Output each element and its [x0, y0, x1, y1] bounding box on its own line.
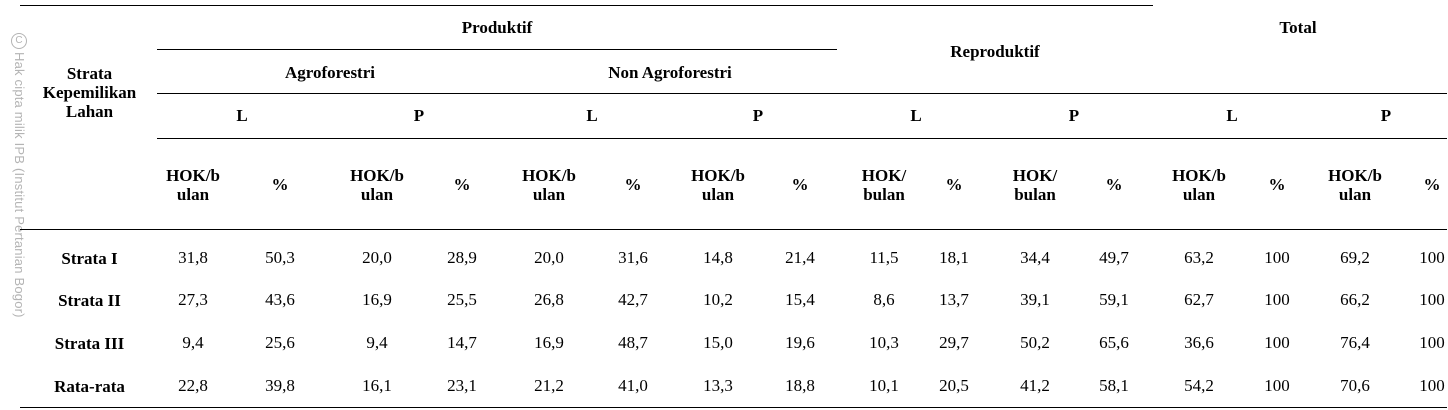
rule-produktif [157, 49, 837, 50]
rule-header-bottom [20, 229, 1447, 230]
table-cell: 21,4 [785, 248, 815, 267]
table-cell: 10,2 [703, 290, 733, 309]
copyright-icon: C [11, 33, 27, 49]
table-cell: 34,4 [1020, 248, 1050, 267]
header-unit-9 [916, 175, 992, 194]
table-cell: 15,0 [703, 333, 733, 352]
table-cell: 9,4 [366, 333, 388, 352]
table-cell: 29,7 [939, 333, 969, 352]
header-unit-12 [1161, 166, 1237, 204]
table-cell: 14,8 [703, 248, 733, 267]
header-non-agroforestri: Non Agroforestri [608, 63, 732, 82]
table-cell: 18,8 [785, 376, 815, 395]
row-label: Strata III [54, 334, 125, 353]
header-unit-11-line-0: % [1105, 175, 1123, 194]
header-sex-2: L [586, 106, 598, 125]
header-total: Total [1279, 18, 1317, 37]
table-cell: 16,1 [362, 376, 392, 395]
table-cell: 100 [1264, 333, 1290, 352]
table-cell: 66,2 [1340, 290, 1370, 309]
table-cell: 20,5 [939, 376, 969, 395]
header-unit-8 [846, 166, 922, 204]
table-cell: 100 [1264, 376, 1290, 395]
header-unit-2-line-1: ulan [360, 185, 394, 204]
header-unit-9-line-0: % [945, 175, 963, 194]
table-cell: 41,0 [618, 376, 648, 395]
table-cell: 10,3 [869, 333, 899, 352]
header-unit-6 [680, 166, 756, 204]
header-unit-0 [155, 166, 231, 204]
header-unit-8-line-1: bulan [863, 185, 905, 204]
table-cell: 21,2 [534, 376, 564, 395]
stub-header-line-1: Strata [66, 64, 113, 83]
header-produktif: Produktif [461, 18, 533, 37]
header-unit-2 [339, 166, 415, 204]
table-cell: 22,8 [178, 376, 208, 395]
stub-header [22, 64, 157, 121]
table-cell: 8,6 [873, 290, 895, 309]
header-sex-3: P [752, 106, 764, 125]
header-agroforestri: Agroforestri [284, 63, 375, 82]
table-cell: 14,7 [447, 333, 477, 352]
table-cell: 65,6 [1099, 333, 1129, 352]
header-unit-6-line-1: ulan [701, 185, 735, 204]
table-cell: 48,7 [618, 333, 648, 352]
table-cell: 62,7 [1184, 290, 1214, 309]
table-cell: 42,7 [618, 290, 648, 309]
header-reproduktif: Reproduktif [950, 42, 1040, 61]
header-sex-5: P [1068, 106, 1080, 125]
table-cell: 31,6 [618, 248, 648, 267]
table-cell: 36,6 [1184, 333, 1214, 352]
table-cell: 100 [1264, 248, 1290, 267]
row-label: Strata I [61, 249, 118, 268]
table-cell: 20,0 [534, 248, 564, 267]
rule-bottom [20, 407, 1447, 408]
table-cell: 54,2 [1184, 376, 1214, 395]
header-unit-15 [1394, 175, 1448, 194]
header-unit-12-line-1: ulan [1182, 185, 1216, 204]
table-cell: 100 [1419, 248, 1445, 267]
header-unit-0-line-0: HOK/b [166, 166, 220, 185]
header-sex-6: L [1226, 106, 1238, 125]
table-cell: 23,1 [447, 376, 477, 395]
table-cell: 100 [1419, 376, 1445, 395]
table-cell: 43,6 [265, 290, 295, 309]
header-unit-15-line-0: % [1423, 175, 1441, 194]
stub-header-line-3: Lahan [65, 102, 114, 121]
table-cell: 26,8 [534, 290, 564, 309]
table-cell: 13,7 [939, 290, 969, 309]
header-unit-4 [511, 166, 587, 204]
header-unit-5 [595, 175, 671, 194]
header-unit-4-line-1: ulan [532, 185, 566, 204]
table-cell: 50,2 [1020, 333, 1050, 352]
header-sex-7: P [1380, 106, 1392, 125]
table-cell: 76,4 [1340, 333, 1370, 352]
table-cell: 20,0 [362, 248, 392, 267]
header-unit-5-line-0: % [624, 175, 642, 194]
table-cell: 58,1 [1099, 376, 1129, 395]
header-unit-13 [1239, 175, 1315, 194]
header-unit-8-line-0: HOK/ [861, 166, 907, 185]
header-unit-6-line-0: HOK/b [691, 166, 745, 185]
table-cell: 70,6 [1340, 376, 1370, 395]
header-unit-7-line-0: % [791, 175, 809, 194]
rule-sex-bottom [157, 138, 1447, 139]
table-cell: 41,2 [1020, 376, 1050, 395]
table-cell: 25,6 [265, 333, 295, 352]
table-cell: 19,6 [785, 333, 815, 352]
stub-header-line-2: Kepemilikan [42, 83, 137, 102]
table-cell: 16,9 [534, 333, 564, 352]
table-cell: 18,1 [939, 248, 969, 267]
watermark-text: Hak cipta milik IPB (Institut Pertanian Bogor) [12, 52, 27, 318]
header-sex-4: L [910, 106, 922, 125]
table-cell: 9,4 [182, 333, 204, 352]
header-sex-0: L [236, 106, 248, 125]
table-cell: 13,3 [703, 376, 733, 395]
table-cell: 100 [1264, 290, 1290, 309]
rule-group-bottom [157, 93, 1447, 94]
table-cell: 15,4 [785, 290, 815, 309]
table-cell: 100 [1419, 333, 1445, 352]
table-cell: 69,2 [1340, 248, 1370, 267]
header-unit-4-line-0: HOK/b [522, 166, 576, 185]
table-cell: 100 [1419, 290, 1445, 309]
header-unit-14 [1317, 166, 1393, 204]
table-cell: 39,8 [265, 376, 295, 395]
header-unit-0-line-1: ulan [176, 185, 210, 204]
table-cell: 63,2 [1184, 248, 1214, 267]
header-unit-10 [997, 166, 1073, 204]
table-cell: 28,9 [447, 248, 477, 267]
row-label: Rata-rata [54, 377, 125, 396]
header-unit-10-line-1: bulan [1014, 185, 1056, 204]
row-label: Strata II [58, 291, 121, 310]
table-cell: 50,3 [265, 248, 295, 267]
header-unit-14-line-0: HOK/b [1328, 166, 1382, 185]
header-unit-13-line-0: % [1268, 175, 1286, 194]
header-unit-14-line-1: ulan [1338, 185, 1372, 204]
header-unit-7 [762, 175, 838, 194]
table-cell: 25,5 [447, 290, 477, 309]
table-cell: 49,7 [1099, 248, 1129, 267]
header-sex-1: P [413, 106, 425, 125]
header-unit-3-line-0: % [453, 175, 471, 194]
table-cell: 10,1 [869, 376, 899, 395]
header-unit-3 [424, 175, 500, 194]
header-unit-11 [1076, 175, 1152, 194]
table-cell: 39,1 [1020, 290, 1050, 309]
table-cell: 59,1 [1099, 290, 1129, 309]
header-unit-12-line-0: HOK/b [1172, 166, 1226, 185]
table-cell: 27,3 [178, 290, 208, 309]
table-cell: 31,8 [178, 248, 208, 267]
table-cell: 11,5 [869, 248, 899, 267]
header-unit-2-line-0: HOK/b [350, 166, 404, 185]
table-cell: 16,9 [362, 290, 392, 309]
header-unit-1 [242, 175, 318, 194]
header-unit-10-line-0: HOK/ [1012, 166, 1058, 185]
header-unit-1-line-0: % [271, 175, 289, 194]
rule-top [20, 5, 1153, 6]
